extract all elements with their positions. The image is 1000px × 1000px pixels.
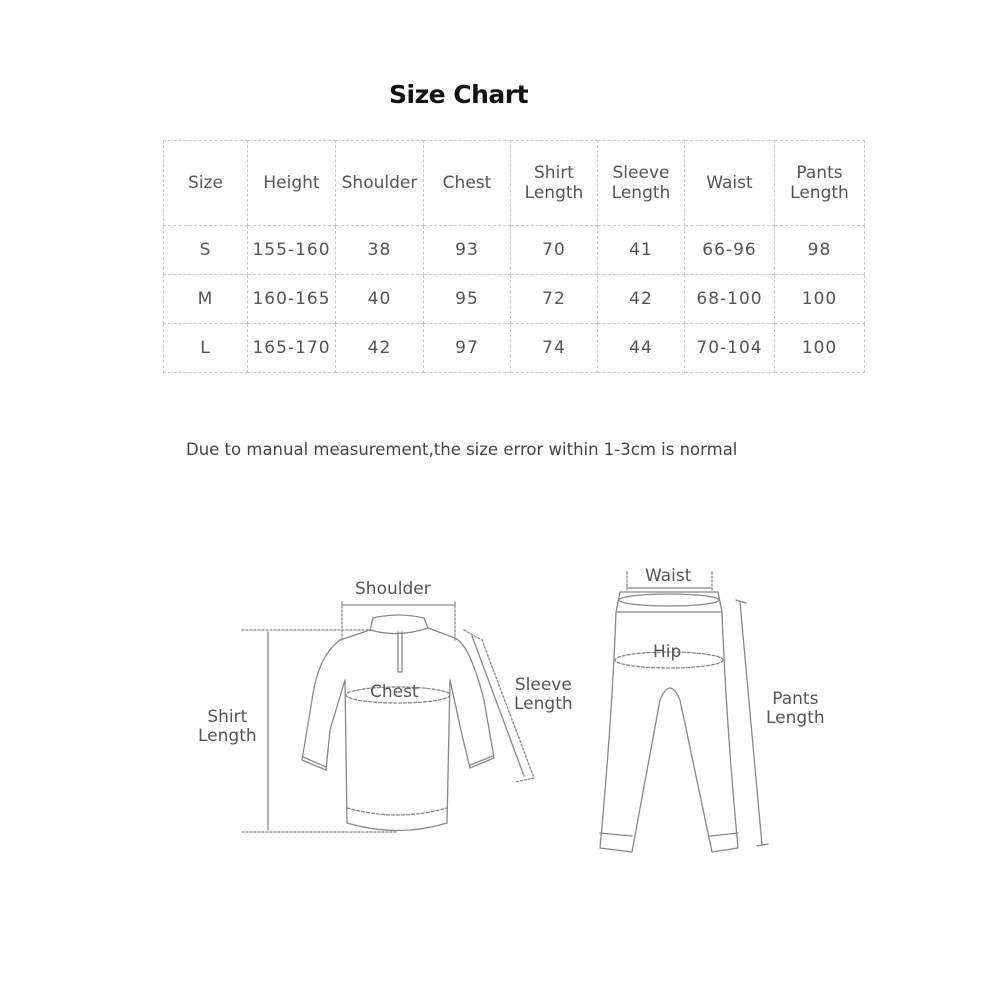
table-row [164, 275, 865, 324]
table-cell: 42 [598, 275, 685, 324]
table-cell: 100 [775, 324, 865, 373]
header-cell: Chest [424, 141, 511, 226]
waist-label: Waist [645, 566, 692, 586]
table-cell: 97 [424, 324, 511, 373]
table-cell: 100 [775, 275, 865, 324]
table-row [164, 226, 865, 275]
pants-length-label: Pants Length [766, 689, 825, 728]
size-table [163, 140, 865, 373]
table-cell: 155-160 [248, 226, 336, 275]
header-cell: Height [248, 141, 336, 226]
table-cell: 70 [511, 226, 598, 275]
shirt-illustration [302, 615, 494, 831]
table-cell: 44 [598, 324, 685, 373]
header-cell: Sleeve Length [598, 141, 685, 226]
table-cell: L [164, 324, 248, 373]
table-cell: 38 [336, 226, 424, 275]
table-cell: 42 [336, 324, 424, 373]
chest-label: Chest [370, 682, 419, 702]
table-cell: 165-170 [248, 324, 336, 373]
shoulder-label: Shoulder [355, 579, 431, 599]
table-header-row [164, 141, 865, 226]
table-row [164, 324, 865, 373]
header-cell: Size [164, 141, 248, 226]
table-cell: 66-96 [685, 226, 775, 275]
table-cell: 74 [511, 324, 598, 373]
header-cell: Pants Length [775, 141, 865, 226]
table-cell: 68-100 [685, 275, 775, 324]
header-cell: Shoulder [336, 141, 424, 226]
hip-label: Hip [653, 642, 682, 662]
garment-diagram [0, 540, 1000, 880]
header-cell: Shirt Length [511, 141, 598, 226]
page-title: Size Chart [389, 80, 529, 109]
header-cell: Waist [685, 141, 775, 226]
table-cell: S [164, 226, 248, 275]
table-cell: M [164, 275, 248, 324]
table-cell: 72 [511, 275, 598, 324]
pants-illustration [600, 592, 738, 852]
table-cell: 160-165 [248, 275, 336, 324]
sleeve-length-label: Sleeve Length [514, 675, 573, 714]
table-cell: 70-104 [685, 324, 775, 373]
measurement-note: Due to manual measurement,the size error within 1-3cm is normal [186, 440, 738, 459]
table-cell: 95 [424, 275, 511, 324]
table-cell: 93 [424, 226, 511, 275]
table-cell: 41 [598, 226, 685, 275]
table-cell: 40 [336, 275, 424, 324]
shirt-length-label: Shirt Length [198, 707, 257, 746]
table-cell: 98 [775, 226, 865, 275]
